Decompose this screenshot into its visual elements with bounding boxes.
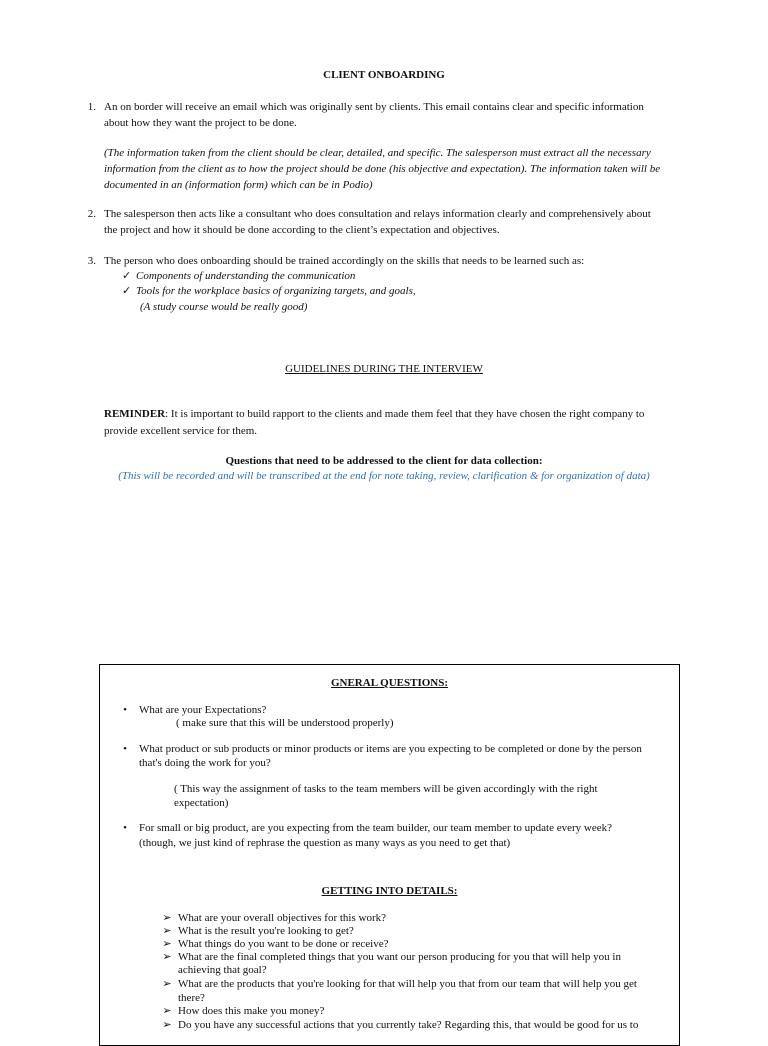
arrow-bullet-icon: ➢ — [162, 925, 172, 937]
detail-question-cont: there? — [178, 992, 205, 1004]
reminder-label: REMINDER — [104, 408, 166, 420]
detail-question: Do you have any successful actions that you currently take? Regarding this, that would be good for us to — [178, 1019, 639, 1031]
question-text: For small or big product, are you expecting from the team builder, our team member to update every week? — [139, 822, 613, 834]
arrow-bullet-icon: ➢ — [162, 951, 172, 963]
arrow-bullet-icon: ➢ — [162, 978, 172, 990]
question-subtext: ( make sure that this will be understood properly) — [176, 717, 394, 729]
detail-question: What are your overall objectives for this work? — [178, 912, 387, 924]
step-note: information from the client as to how the project should be done (his objective and expectation). The information taken will be — [104, 163, 661, 175]
questions-heading: Questions that need to be addressed to the client for data collection: — [225, 455, 543, 467]
detail-question: How does this make you money? — [178, 1005, 325, 1017]
arrow-bullet-icon: ➢ — [162, 912, 172, 924]
detail-question: What are the products that you're looking for that will help you that from our team that will help you get — [178, 978, 637, 990]
detail-question: What things do you want to be done or receive? — [178, 938, 389, 950]
step-text: An on border will receive an email which was originally sent by clients. This email contains clear and specific information — [104, 101, 644, 113]
step-note: (The information taken from the client should be clear, detailed, and specific. The salesperson must extract all the necessary — [104, 147, 651, 159]
question-subtext: expectation) — [174, 797, 229, 809]
step-text: The salesperson then acts like a consultant who does consultation and relays information clearly and comprehensively about — [104, 208, 651, 220]
page-title: CLIENT ONBOARDING — [323, 69, 445, 81]
bullet-icon: • — [123, 743, 127, 755]
questions-note: (This will be recorded and will be transcribed at the end for note taking, review, clarification & for organization of data) — [118, 470, 650, 482]
checklist-subtext: (A study course would be really good) — [140, 301, 308, 313]
step-number: 1. — [87, 101, 96, 113]
bullet-icon: • — [123, 822, 127, 834]
reminder-paragraph-cont: provide excellent service for them. — [104, 425, 258, 437]
step-number: 2. — [87, 208, 96, 220]
question-text: (though, we just kind of rephrase the question as many ways as you need to get that) — [139, 837, 511, 849]
reminder-paragraph: REMINDER: It is important to build rapport to the clients and made them feel that they have chosen the right company to — [104, 408, 645, 420]
question-text: What are your Expectations? — [139, 704, 267, 716]
step-text: about how they want the project to be done. — [104, 117, 297, 129]
question-text: that's doing the work for you? — [139, 757, 271, 769]
details-heading: GETTING INTO DETAILS: — [321, 885, 458, 897]
question-text: What product or sub products or minor products or items are you expecting to be completed or done by the person — [139, 743, 642, 755]
general-questions-heading: GNERAL QUESTIONS: — [330, 677, 449, 689]
detail-question: What are the final completed things that you want our person producing for you that will help you in — [178, 951, 621, 963]
step-number: 3. — [87, 255, 96, 267]
step-text: the project and how it should be done according to the client’s expectation and objectives. — [104, 224, 500, 236]
checklist-item: ✓ Components of understanding the communication — [122, 270, 356, 282]
arrow-bullet-icon: ➢ — [162, 1019, 172, 1031]
detail-question: What is the result you're looking to get? — [178, 925, 354, 937]
detail-question-cont: achieving that goal? — [178, 964, 267, 976]
arrow-bullet-icon: ➢ — [162, 938, 172, 950]
checkmark-icon: ✓ — [122, 285, 132, 297]
arrow-bullet-icon: ➢ — [162, 1005, 172, 1017]
step-note: documented in an (information form) which can be in Podio) — [104, 179, 373, 191]
guidelines-heading: GUIDELINES DURING THE INTERVIEW — [285, 363, 483, 375]
bullet-icon: • — [123, 704, 127, 716]
checklist-item: ✓ Tools for the workplace basics of organizing targets, and goals, — [122, 285, 416, 297]
question-subtext: ( This way the assignment of tasks to the team members will be given accordingly with the right — [174, 783, 598, 795]
checkmark-icon: ✓ — [122, 270, 132, 282]
step-text: The person who does onboarding should be trained accordingly on the skills that needs to be learned such as: — [104, 255, 585, 267]
